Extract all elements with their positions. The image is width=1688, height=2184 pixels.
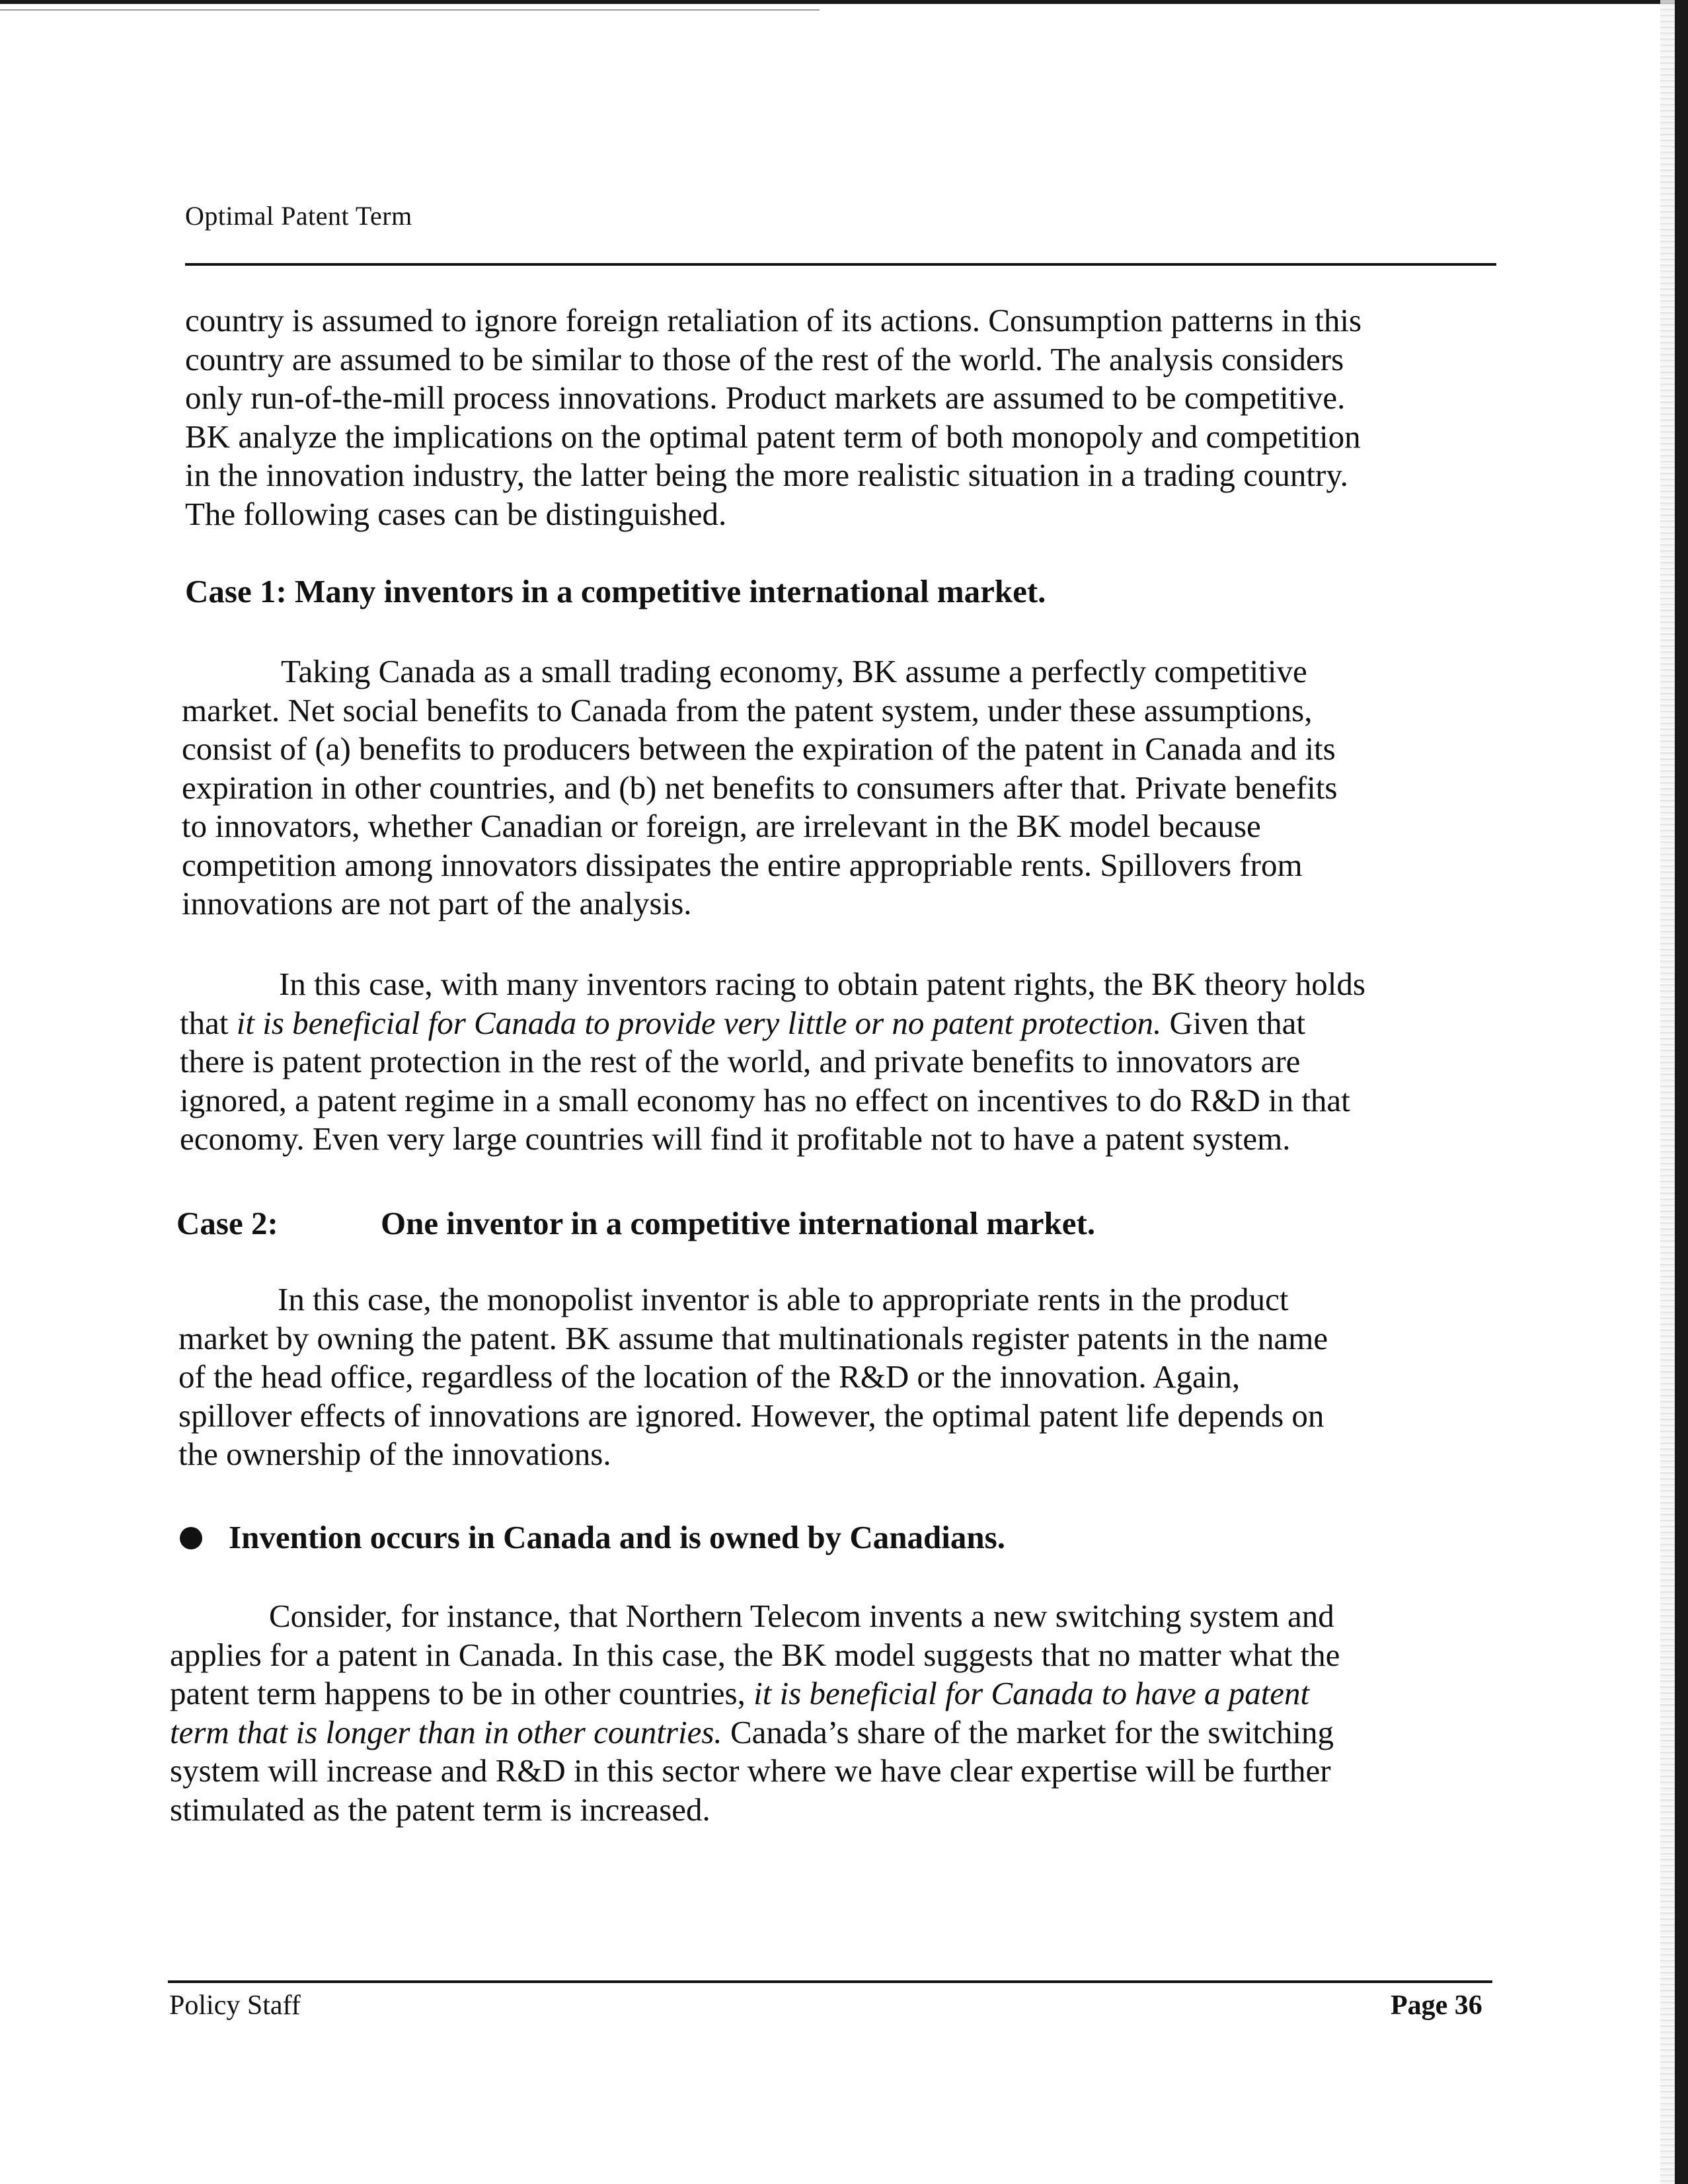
case2-line: the ownership of the innovations. — [178, 1436, 611, 1472]
footer-organization: Policy Staff — [169, 1990, 301, 2021]
bullet-line: system will increase and R&D in this sector where we have clear expertise will be further — [170, 1752, 1331, 1789]
case2-label: Case 2: — [176, 1205, 278, 1241]
bullet-text: Canada’s share of the market for the switching — [722, 1713, 1334, 1750]
intro-line: BK analyze the implications on the optimal patent term of both monopoly and competition — [185, 418, 1361, 455]
case2-heading: One inventor in a competitive international market. — [381, 1205, 1096, 1241]
bullet-emphasis: term that is longer than in other countries. — [170, 1713, 722, 1750]
case1-p1-line: market. Net social benefits to Canada from the patent system, under these assumptions, — [182, 691, 1313, 728]
bullet-line — [170, 1674, 1340, 1713]
scan-edge-noise — [1660, 0, 1675, 2184]
running-header-title: Optimal Patent Term — [185, 201, 412, 231]
case1-paragraph-1 — [182, 652, 1337, 923]
footer-rule — [168, 1980, 1492, 1983]
bullet-emphasis: it is beneficial for Canada to have a patent — [753, 1675, 1310, 1711]
intro-line: in the innovation industry, the latter being the more realistic situation in a trading country. — [185, 457, 1348, 493]
bullet-text: patent term happens to be in other countries, — [170, 1675, 754, 1711]
case1-p1-line: innovations are not part of the analysis. — [182, 885, 692, 921]
case1-p1-line: Taking Canada as a small trading economy, BK assume a perfectly competitive — [281, 653, 1307, 689]
bullet-line: stimulated as the patent term is increased. — [170, 1791, 710, 1828]
scan-right-border — [1675, 0, 1688, 2184]
case1-p2-text: that — [180, 1004, 237, 1041]
page-number: Page 36 — [1391, 1990, 1482, 2021]
case2-line: In this case, the monopolist inventor is able to appropriate rents in the product — [278, 1281, 1289, 1317]
case1-p1-line: consist of (a) benefits to producers between the expiration of the patent in Canada and its — [182, 730, 1336, 767]
bullet-line: Consider, for instance, that Northern Telecom invents a new switching system and — [269, 1598, 1334, 1634]
intro-line: only run-of-the-mill process innovations. Product markets are assumed to be competitive. — [185, 379, 1346, 416]
case1-p2-text: Given that — [1161, 1004, 1305, 1041]
intro-line: The following cases can be distinguished. — [185, 495, 727, 532]
intro-line: country is assumed to ignore foreign retaliation of its actions. Consumption patterns in this — [185, 302, 1362, 338]
case1-p2-line — [180, 1004, 1365, 1043]
bullet-icon — [180, 1527, 202, 1549]
bullet-paragraph — [170, 1597, 1340, 1829]
case2-line: of the head office, regardless of the location of the R&D or the innovation. Again, — [178, 1358, 1241, 1395]
case1-p2-line: ignored, a patent regime in a small economy has no effect on incentives to do R&D in that — [180, 1081, 1350, 1118]
scan-top-line — [0, 9, 820, 11]
header-rule — [185, 263, 1496, 266]
case2-paragraph — [178, 1280, 1328, 1474]
case1-heading: Case 1: Many inventors in a competitive international market. — [185, 573, 1046, 609]
intro-line: country are assumed to be similar to those of the rest of the world. The analysis considers — [185, 340, 1344, 377]
bullet-heading: Invention occurs in Canada and is owned by Canadians. — [229, 1519, 1005, 1555]
case1-paragraph-2 — [180, 965, 1365, 1159]
scan-top-border — [0, 0, 1688, 4]
case1-p1-line: competition among innovators dissipates the entire appropriable rents. Spillovers from — [182, 846, 1303, 883]
bullet-line — [170, 1713, 1340, 1752]
intro-paragraph — [185, 301, 1362, 533]
case2-line: market by owning the patent. BK assume that multinationals register patents in the name — [178, 1319, 1328, 1356]
bullet-line: applies for a patent in Canada. In this case, the BK model suggests that no matter what the — [170, 1636, 1340, 1673]
case1-p2-emphasis: it is beneficial for Canada to provide very little or no patent protection. — [236, 1004, 1162, 1041]
case1-p2-line: there is patent protection in the rest of the world, and private benefits to innovators are — [180, 1043, 1301, 1079]
case1-p2-line: economy. Even very large countries will find it profitable not to have a patent system. — [180, 1120, 1291, 1157]
case1-p1-line: to innovators, whether Canadian or foreign, are irrelevant in the BK model because — [182, 808, 1261, 844]
case2-line: spillover effects of innovations are ignored. However, the optimal patent life depends on — [178, 1397, 1324, 1434]
case1-p1-line: expiration in other countries, and (b) net benefits to consumers after that. Private benefits — [182, 769, 1338, 806]
case1-p2-line: In this case, with many inventors racing to obtain patent rights, the BK theory holds — [279, 966, 1365, 1002]
